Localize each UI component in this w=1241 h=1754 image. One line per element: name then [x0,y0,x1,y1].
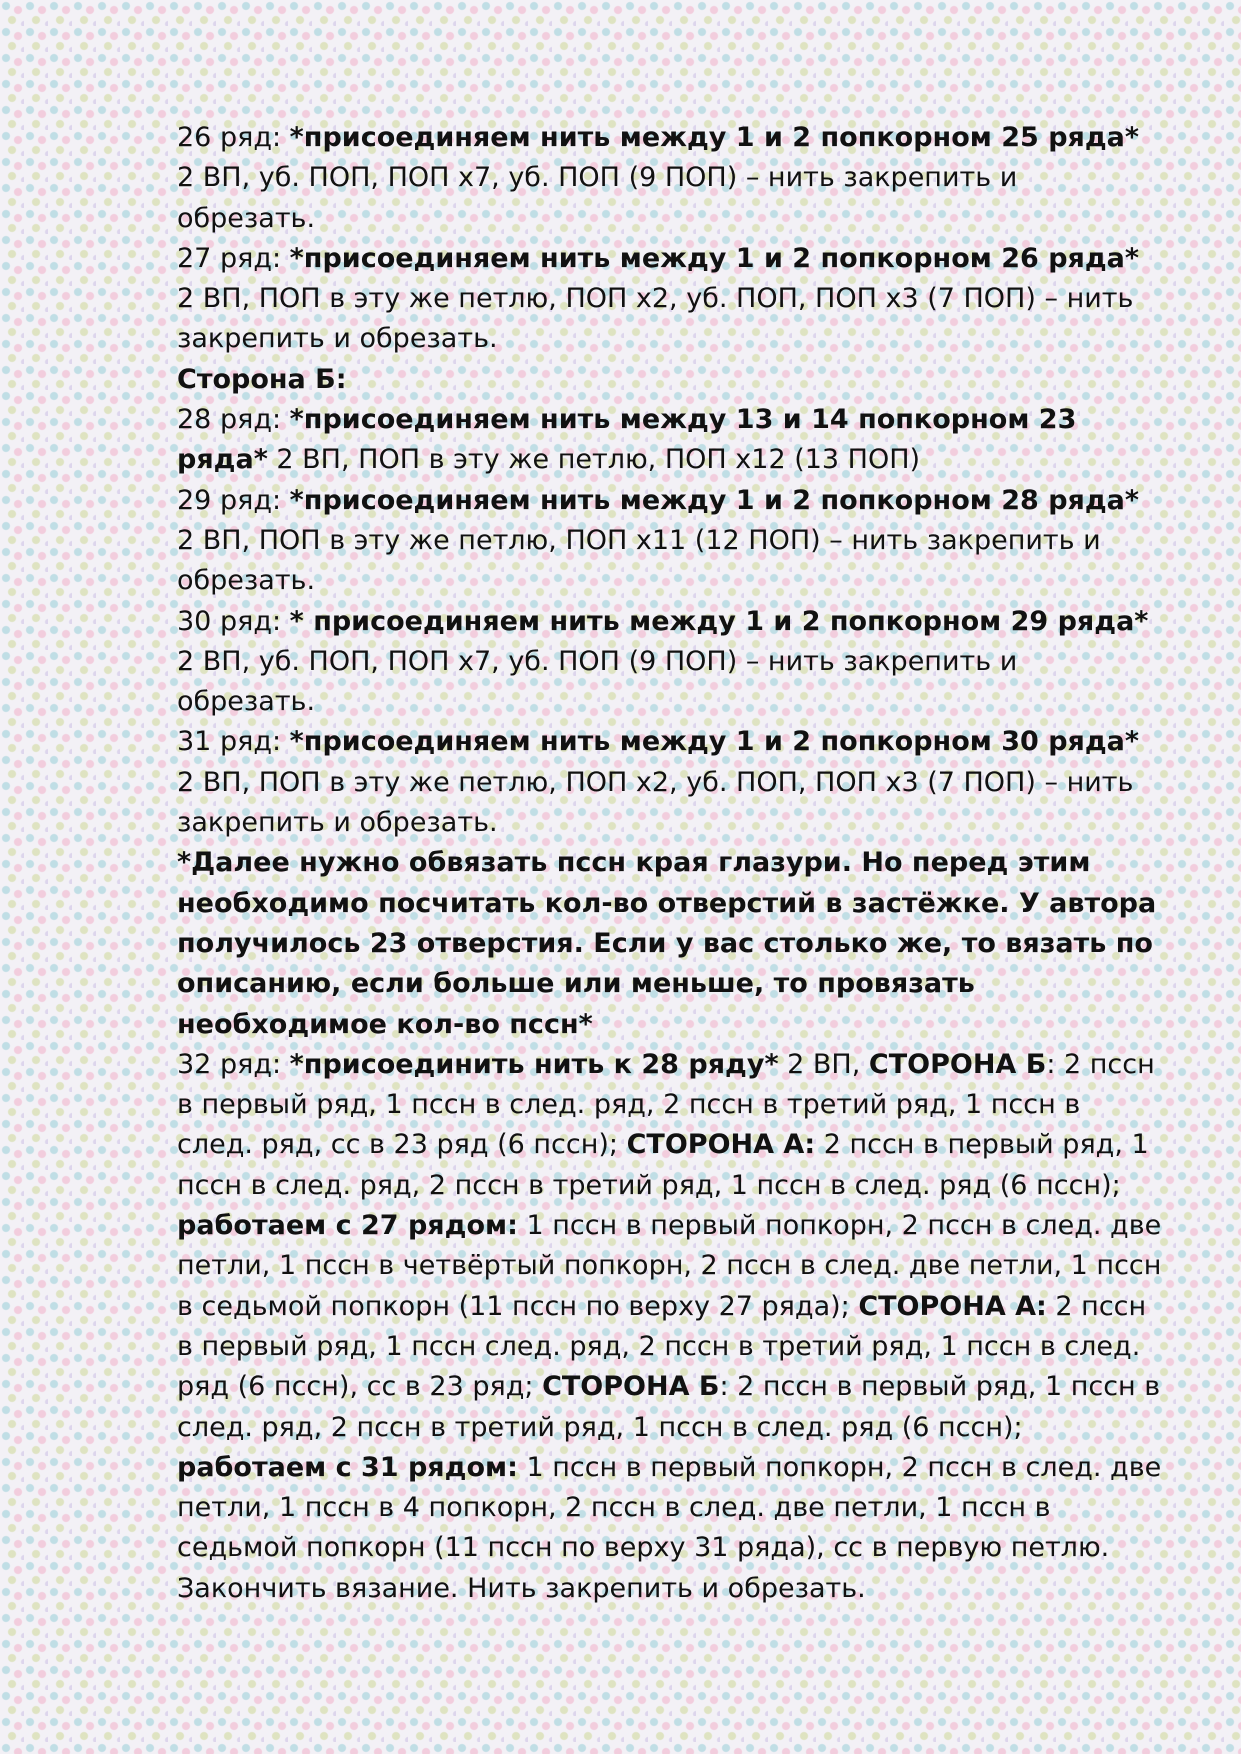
row-instruction: 1 пссн в первый попкорн, 2 пссн в след. две петли, 1 пссн в 4 попкорн, 2 пссн в след. две петли, 1 пссн в седьмой попкорн (11 пссн по верху 31 ряда), сс в первую петлю. [177,1451,1162,1564]
side-label: СТОРОНА Б [868,1048,1047,1080]
row-label: 28 ряд: [177,404,290,436]
row-instruction: 2 ВП, ПОП в эту же петлю, ПОП х11 (12 ПОП) – нить закрепить и обрезать. [177,524,1101,597]
row-instruction-bold: *присоединяем нить между 13 и 14 попкорном 23 ряда* [177,404,1077,476]
row-instruction: 2 ВП, [778,1048,869,1080]
row-instruction-bold: *присоединяем нить между 1 и 2 попкорном 30 ряда* [289,726,1140,758]
row-29 [177,481,1162,602]
row-label: 27 ряд: [177,242,290,274]
row-label: 30 ряд: [177,605,290,637]
row-label: 29 ряд: [177,484,290,516]
row-instruction-bold: *присоединить нить к 28 ряду* [289,1048,779,1080]
row-30 [177,602,1162,723]
row-27 [177,239,1162,360]
work-row-label: работаем с 31 рядом: [177,1451,518,1483]
row-28 [177,400,1162,481]
pattern-text [177,118,1162,1609]
row-instruction: : 2 пссн в первый ряд, 1 пссн в след. ряд, 2 пссн в третий ряд, 1 пссн в след. ряд (6 пссн); [177,1371,1161,1443]
row-instruction: : 2 пссн в первый ряд, 1 пссн в след. ряд, 2 пссн в третий ряд, 1 пссн в след. ряд, сс в 23 ряд (6 пссн); [177,1048,1155,1161]
row-instruction: 2 пссн в первый ряд, 1 пссн след. ряд, 2 пссн в третий ряд, 1 пссн в след. ряд (6 пссн), сс в 23 ряд; [177,1290,1147,1403]
side-label: СТОРОНА А: [858,1290,1047,1322]
row-31 [177,722,1162,843]
row-26 [177,118,1162,239]
row-label: 31 ряд: [177,726,290,758]
work-row-label: работаем с 27 рядом: [177,1210,518,1242]
row-instruction-bold: * присоединяем нить между 1 и 2 попкорном 29 ряда* [289,605,1149,637]
row-instruction-bold: *присоединяем нить между 1 и 2 попкорном 25 ряда* [289,122,1140,153]
row-32 [177,1045,1162,1569]
note: *Далее нужно обвязать пссн края глазури. Но перед этим необходимо посчитать кол-во отверстий в застёжке. У автора получилось 23 отверстия. Если у вас столько же, то вязать по описанию, если больше или меньше, то провязать необходимое кол-во пссн* [177,847,1157,1040]
row-instruction: 1 пссн в первый попкорн, 2 пссн в след. две петли, 1 пссн в четвёртый попкорн, 2 пссн в след. две петли, 1 пссн в седьмой попкорн (11 пссн по верху 27 ряда); [177,1210,1162,1322]
row-instruction: 2 пссн в первый ряд, 1 пссн в след. ряд, 2 пссн в третий ряд, 1 пссн в след. ряд (6 пссн); [177,1129,1149,1201]
row-instruction: 2 ВП, ПОП в эту же петлю, ПОП х2, уб. ПОП, ПОП х3 (7 ПОП) – нить закрепить и обрезать. [177,283,1134,355]
row-instruction: 2 ВП, ПОП в эту же петлю, ПОП х2, уб. ПОП, ПОП х3 (7 ПОП) – нить закрепить и обрезать. [177,766,1134,839]
finish-line: Закончить вязание. Нить закрепить и обрезать. [177,1572,866,1604]
side-b-heading: Сторона Б: [177,363,347,395]
row-label: 26 ряд: [177,122,290,153]
row-instruction-bold: *присоединяем нить между 1 и 2 попкорном 28 ряда* [289,484,1140,516]
row-label: 32 ряд: [177,1048,290,1080]
row-instruction-bold: *присоединяем нить между 1 и 2 попкорном 26 ряда* [289,242,1140,274]
side-label: СТОРОНА А: [626,1129,816,1161]
row-instruction: 2 ВП, ПОП в эту же петлю, ПОП х12 (13 ПОП) [267,444,921,476]
row-instruction: 2 ВП, уб. ПОП, ПОП х7, уб. ПОП (9 ПОП) – нить закрепить и обрезать. [177,162,1018,234]
row-instruction: 2 ВП, уб. ПОП, ПОП х7, уб. ПОП (9 ПОП) – нить закрепить и обрезать. [177,645,1018,718]
side-label: СТОРОНА Б [542,1371,720,1403]
